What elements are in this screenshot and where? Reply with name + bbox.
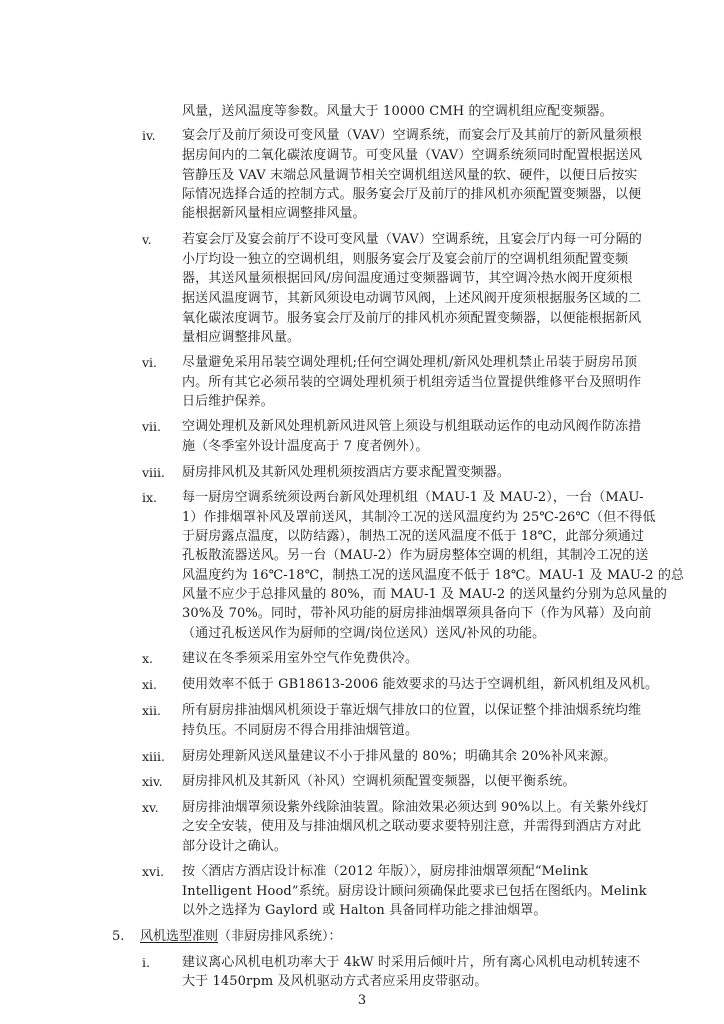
item-number: xiv. bbox=[142, 774, 163, 789]
text-line: 风量，送风温度等参数。风量大于 10000 CMH 的空调机组应配变频器。 bbox=[182, 104, 613, 119]
item-number: ix. bbox=[142, 490, 158, 505]
text-line: 持负压。不同厨房不得合用排油烟管道。 bbox=[182, 723, 419, 738]
item-number: iv. bbox=[142, 128, 156, 143]
text-line: 内。所有其它必须吊装的空调处理机须于机组旁适当位置提供维修平台及照明作 bbox=[182, 375, 642, 390]
text-line: 厨房处理新风送风量建议不小于排风量的 80%；明确其余 20%补风来源。 bbox=[182, 749, 617, 764]
item-number: viii. bbox=[142, 465, 166, 480]
text-line: 孔板散流器送风。另一台（MAU-2）作为厨房整体空调的机组，其制冷工况的送 bbox=[182, 548, 649, 563]
text-line: 每一厨房空调系统须设两台新风处理机组（MAU-1 及 MAU-2），一台（MAU- bbox=[182, 490, 644, 505]
text-line: 量相应调整排风量。 bbox=[182, 330, 301, 345]
text-line: 大于 1450rpm 及风机驱动方式者应采用皮带驱动。 bbox=[182, 974, 488, 989]
text-line: 建议在冬季须采用室外空气作免费供冷。 bbox=[182, 651, 419, 666]
text-line: 以外之选择为 Gaylord 或 Halton 具备同样功能之排油烟罩。 bbox=[182, 903, 547, 918]
text-line: 管静压及 VAV 末端总风量调节相关空调机组送风量的软、硬件，以便日后按实 bbox=[182, 168, 638, 183]
text-line: 之安全安装，使用及与排油烟风机之联动要求要特别注意，并需得到酒店方对此 bbox=[182, 819, 642, 834]
text-line: Intelligent Hood”系统。厨房设计顾问须确保此要求已包括在图纸内。Melink bbox=[182, 884, 647, 899]
text-line: 建议离心风机电机功率大于 4kW 时采用后倾叶片，所有离心风机电动机转速不 bbox=[182, 955, 641, 970]
item-number: i. bbox=[142, 955, 150, 970]
text-line: 际情况选择合适的控制方式。服务宴会厅及前厅的排风机亦须配置变频器，以便 bbox=[182, 187, 642, 202]
item-number: xvi. bbox=[142, 864, 165, 879]
text-line: 厨房排油烟罩须设紫外线除油装置。除油效果必须达到 90%以上。有关紫外线灯 bbox=[182, 800, 649, 815]
section-title-underlined: 风机选型准则 bbox=[140, 929, 219, 944]
item-number: vi. bbox=[142, 355, 158, 370]
item-number: xiii. bbox=[142, 749, 166, 764]
text-line: 氧化碳浓度调节。服务宴会厅及前厅的排风机亦须配置变频器，以便能根据新风 bbox=[182, 311, 642, 326]
text-line: 尽量避免采用吊装空调处理机;任何空调处理机/新风处理机禁止吊装于厨房吊顶 bbox=[182, 355, 638, 370]
item-number: xii. bbox=[142, 703, 162, 718]
text-line: 所有厨房排油烟风机须设于靠近烟气排放口的位置，以保证整个排油烟系统均维 bbox=[182, 703, 642, 718]
item-number: vii. bbox=[142, 419, 162, 434]
text-line: 器，其送风量须根据回风/房间温度通过变频器调节，其空调冷热水阀开度须根 bbox=[182, 271, 633, 286]
item-number: xv. bbox=[142, 800, 159, 815]
text-line: 风温度约为 16℃-18℃，制热工况的送风温度不低于 18℃。MAU-1 及 MAU-2 的总 bbox=[182, 568, 685, 583]
text-line: 空调处理机及新风处理机新风进风管上须设与机组联动运作的电动风阀作防冻措 bbox=[182, 419, 642, 434]
text-line: 据送风温度调节，其新风须设电动调节风阀，上述风阀开度须根据服务区域的二 bbox=[182, 291, 642, 306]
item-number: v. bbox=[142, 232, 152, 247]
item-number: x. bbox=[142, 651, 154, 666]
text-line: 日后维护保养。 bbox=[182, 394, 274, 409]
text-line: 厨房排风机及其新风（补风）空调机须配置变频器，以便平衡系统。 bbox=[182, 774, 576, 789]
section-title-rest: （非厨房排风系统）： bbox=[218, 929, 342, 944]
text-line: 小厅均设一独立的空调机组，则服务宴会厅及宴会前厅的空调机组须配置变频 bbox=[182, 252, 629, 267]
text-line: 若宴会厅及宴会前厅不设可变风量（VAV）空调系统，且宴会厅内每一可分隔的 bbox=[182, 232, 642, 247]
text-line: （通过孔板送风作为厨师的空调/岗位送风）送风/补风的功能。 bbox=[182, 626, 546, 641]
text-line: 使用效率不低于 GB18613-2006 能效要求的马达于空调机组，新风机组及风机。 bbox=[182, 677, 659, 692]
text-line: 按〈酒店方酒店设计标准（2012 年版）〉，厨房排油烟罩须配“Melink bbox=[182, 864, 588, 879]
page-number: 3 bbox=[357, 993, 367, 1008]
text-line: 厨房排风机及其新风处理机须按酒店方要求配置变频器。 bbox=[182, 465, 511, 480]
text-line: 施（冬季室外设计温度高于 7 度者例外）。 bbox=[182, 439, 429, 454]
text-line: 1）作排烟罩补风及罩前送风，其制冷工况的送风温度约为 25℃-26℃（但不得低 bbox=[182, 510, 656, 525]
item-number: xi. bbox=[142, 677, 158, 692]
text-line: 部分设计之确认。 bbox=[182, 839, 287, 854]
section-title bbox=[140, 929, 342, 945]
text-line: 能根据新风量相应调整排风量。 bbox=[182, 206, 366, 221]
text-line: 风量不应少于总排风量的 80%，而 MAU-1 及 MAU-2 的送风量约分别为总风量的 bbox=[182, 587, 668, 602]
text-line: 于厨房露点温度，以防结露），制热工况的送风温度不低于 18℃，此部分须通过 bbox=[182, 529, 645, 544]
section-number: 5. bbox=[112, 929, 125, 944]
text-line: 宴会厅及前厅须设可变风量（VAV）空调系统，而宴会厅及其前厅的新风量须根 bbox=[182, 128, 642, 143]
text-line: 30%及 70%。同时，带补风功能的厨房排油烟罩须具备向下（作为风幕）及向前 bbox=[182, 606, 652, 621]
text-line: 据房间内的二氧化碳浓度调节。可变风量（VAV）空调系统须同时配置根据送风 bbox=[182, 148, 642, 163]
